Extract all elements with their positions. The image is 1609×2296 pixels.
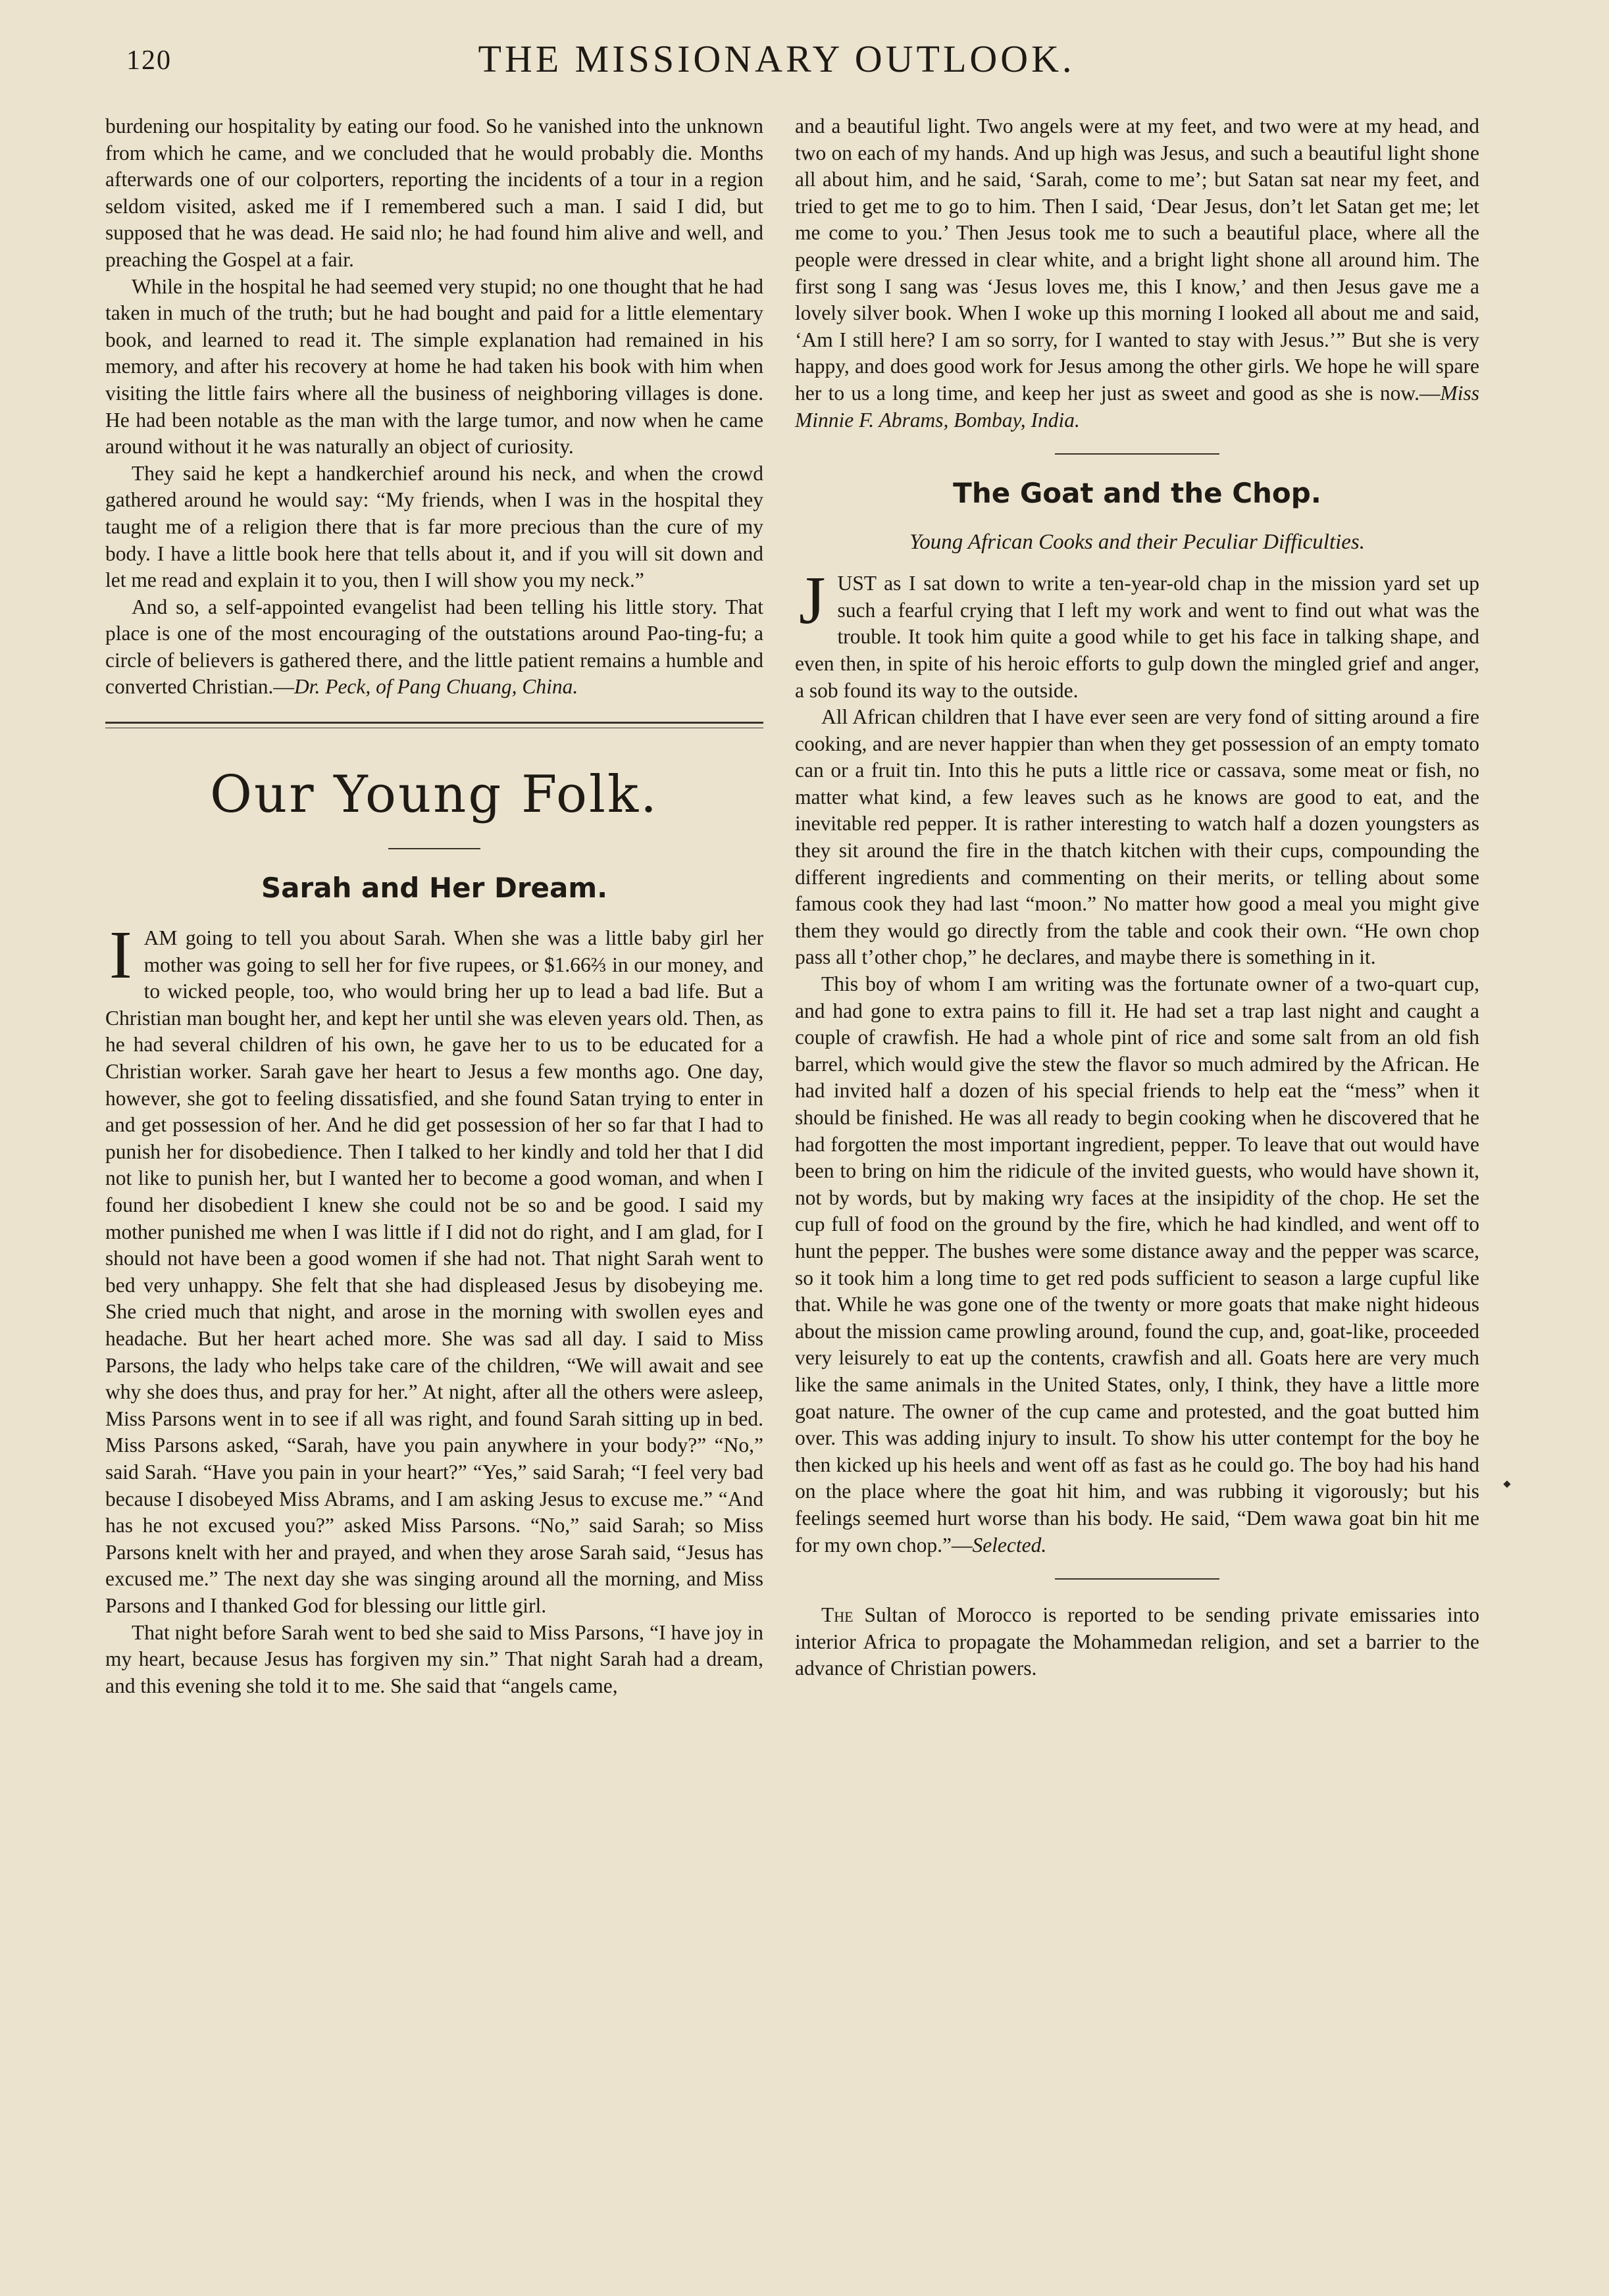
margin-mark <box>1503 1480 1510 1487</box>
paragraph-text: And so, a self-appointed evangelist had been telling his little story. That place is one of the most encouraging of the outstations around Pao-ting-fu; a circle of believers is gathered there, and the little patient remains a humble and converted Christian.— <box>105 595 763 699</box>
paragraph: All African children that I have ever seen are very fond of sitting around a fire cooking, and are never happier than when they get possession of an empty tomato can or a fruit tin. Into this he puts a little rice or cassava, some meat or fish, no matter what kind, a few leaves such as he knows are good to eat, and the inevitable red pepper. It is rather interesting to watch half a dozen youngsters as they sit around the fire in the thatch kitchen with their cups, compounding the different ingredients and commenting on their merits, or telling about some famous cook they had last “moon.” No matter how good a meal you might give them they would go directly from the table and cook their own. “He own chop pass all t’other chop,” he declares, and maybe there is something in it. <box>795 705 1479 969</box>
news-note <box>795 1602 1479 1682</box>
page-number: 120 <box>126 45 172 76</box>
paragraph <box>105 594 763 701</box>
article-title: Sarah and Her Dream. <box>261 872 608 905</box>
right-column <box>795 113 1479 1682</box>
paragraph: That night before Sarah went to bed she said to Miss Parsons, “I have joy in my heart, because Jesus has forgiven my sin.” That night Sarah had a dream, and this evening she told it to me. She said that “angels came, <box>105 1620 763 1697</box>
article-subtitle: Young African Cooks and their Peculiar Difficulties. <box>909 530 1366 555</box>
left-column <box>105 113 763 1699</box>
drop-cap: I <box>109 917 132 993</box>
paragraph: They said he kept a handkerchief around his neck, and when the crowd gathered around he would say: “My friends, when I was in the hospital they taught me of a religion there that is far more precious than the cure of my body. I have a little book here that tells about it, and if you will sit down and let me read and explain it to you, then I will show you my neck.” <box>105 461 763 592</box>
paragraph-text: AM going to tell you about Sarah. When she was a little baby girl her mother was going to sell her for five rupees, or $1.66⅔ in our money, and to wicked people, too, who would bring her up to lead a bad life. But a Christian man bought her, and kept her until she was eleven years old. Then, as he had several children of his own, he gave her to us to be educated for a Christian worker. Sarah gave her heart to Jesus a few months ago. One day, however, she got to feeling dissatisfied, and she found Satan trying to enter in and get possession of her. And he did get possession of her so far that I had to punish her for disobedience. Then I talked to her kindly and told her that I did not like to punish her, but I wanted her to become a good woman, and when I found her disobedient I knew she could not be so and be good. I said my mother punished me when I was little if I did not do right, and I am glad, for I should not have been a good women if she had not. That night Sarah went to bed very unhappy. She felt that she had displeased Jesus by disobeying me. She cried much that night, and arose in the morning with swollen eyes and headache. But her heart ached more. She was sad all day. I said to Miss Parsons, the lady who helps take care of the children, “We will await and see why she does thus, and pray for her.” At night, after all the others were asleep, Miss Parsons went in to see if all was right, and found Sarah sitting up in bed. Miss Parsons asked, “Sarah, have you pain anywhere in your body?” “No,” said Sarah. “Have you pain in your heart?” “Yes,” said Sarah; “I feel very bad because I disobeyed Miss Abrams, and I am asking Jesus to excuse me.” “And has he not excused you?” asked Miss Parsons. “No,” said Sarah; so Miss Parsons knelt with her and prayed, and when they arose Sarah said, “Jesus has excused me.” The next day she was singing around all the morning, and Miss Parsons and I thanked God for blessing our little girl. <box>105 926 763 1617</box>
article-divider <box>1055 1578 1219 1580</box>
drop-cap: J <box>799 562 826 639</box>
paragraph: While in the hospital he had seemed very stupid; no one thought that he had taken in much of the truth; but he had bought and paid for a little elementary book, and learned to read it. The simple explanation had remained in his memory, and after his recovery at home he had taken his book with him when visiting the little fairs where all the business of neighboring villages is done. He had been notable as the man with the large tumor, and now when he came around without it he was naturally an object of curiosity. <box>105 274 763 459</box>
section-heading: Our Young Folk. <box>210 765 659 825</box>
attribution: Miss Minnie F. Abrams, Bombay, India. <box>795 381 1479 432</box>
paragraph-text: Sultan of Morocco is reported to be sending private emissaries into interior Africa to propagate the Mohammedan religion, and set a barrier to the advance of Christian powers. <box>795 1603 1479 1680</box>
paragraph <box>795 113 1479 434</box>
paragraph: burdening our hospitality by eating our food. So he vanished into the unknown from which he came, and we concluded that he would probably die. Months afterwards one of our colporters, reporting the incidents of a tour in a region seldom visited, asked me if I remembered such a man. I said I did, but supposed that he was dead. He said nlo; he had found him alive and well, and preaching the Gospel at a fair. <box>105 114 763 271</box>
attribution: Selected. <box>972 1533 1047 1557</box>
paragraph <box>795 562 1479 704</box>
section-divider <box>105 722 763 728</box>
heading-rule <box>388 848 480 849</box>
paragraph-text: and a beautiful light. Two angels were at my feet, and two were at my head, and two on each of my hands. And up high was Jesus, and such a beautiful light shone all about him, and he said, ‘Sarah, come to me’; but Satan sat near my feet, and tried to get me to go to him. Then I said, ‘Dear Jesus, don’t let Satan get me; let me come to you.’ Then Jesus took me to such a beautiful place, where all the people were dressed in clear white, and a bright light shone all around him. The first song I sang was ‘Jesus loves me, this I know,’ and then Jesus gave me a lovely silver book. When I woke up this morning I looked all about me and said, ‘Am I still here? I am so sorry, for I wanted to stay with Jesus.’” But she is very happy, and does good work for Jesus among the other girls. We hope he will spare her to us a long time, and keep her just as sweet and good as she is now.— <box>795 114 1479 405</box>
paragraph-text: This boy of whom I am writing was the fortunate owner of a two-quart cup, and had gone to extra pains to fill it. He had set a trap last night and caught a couple of crawfish. He had a whole pint of rice and some salt from an old fish barrel, which would give the stew the flavor so much admired by the African. He had invited half a dozen of his special friends to help eat the “mess” when it should be finished. He was all ready to begin cooking when he discovered that he had forgotten the most important ingredient, pepper. To leave that out would have been to bring on him the ridicule of the invited guests, who would have shown it, not by words, but by making wry faces at the insipidity of the chop. He set the cup full of food on the ground by the fire, which he had kindled, and went off to hunt the pepper. The bushes were some distance away and the pepper was scarce, so it took him a long time to get red pods sufficient to season a large cupful like that. While he was gone one of the twenty or more goats that make night hideous about the mission came prowling around, found the cup, and, goat-like, proceeded very leisurely to eat up the contents, crawfish and all. Goats here are very much like the same animals in the United States, only, I think, they have a little more goat nature. The owner of the cup came and protested, and the goat butted him over. This was adding injury to insult. To show his utter contempt for the boy he then kicked up his heels and went off as fast as he could go. The boy had his hand on the place where the goat hit him, and was rubbing it vigorously; but his feelings seemed hurt worse than his body. He said, “Dem wawa goat bin hit me for my own chop.”— <box>795 972 1479 1557</box>
paragraph <box>795 971 1479 1559</box>
page-header <box>105 33 1448 86</box>
paragraph <box>105 917 763 1619</box>
running-title: THE MISSIONARY OUTLOOK. <box>478 37 1075 80</box>
article-title: The Goat and the Chop. <box>953 477 1321 510</box>
attribution: Dr. Peck, of Pang Chuang, China. <box>294 675 578 699</box>
paragraph-text: UST as I sat down to write a ten-year-old chap in the mission yard set up such a fearful crying that I left my work and went to find out what was the trouble. It took him quite a good while to get his face in talking shape, and even then, in spite of his heroic efforts to gulp down the mingled grief and anger, a sob found its way to the outside. <box>795 572 1479 702</box>
article-divider <box>1055 453 1219 455</box>
note-lead: The <box>821 1603 854 1627</box>
